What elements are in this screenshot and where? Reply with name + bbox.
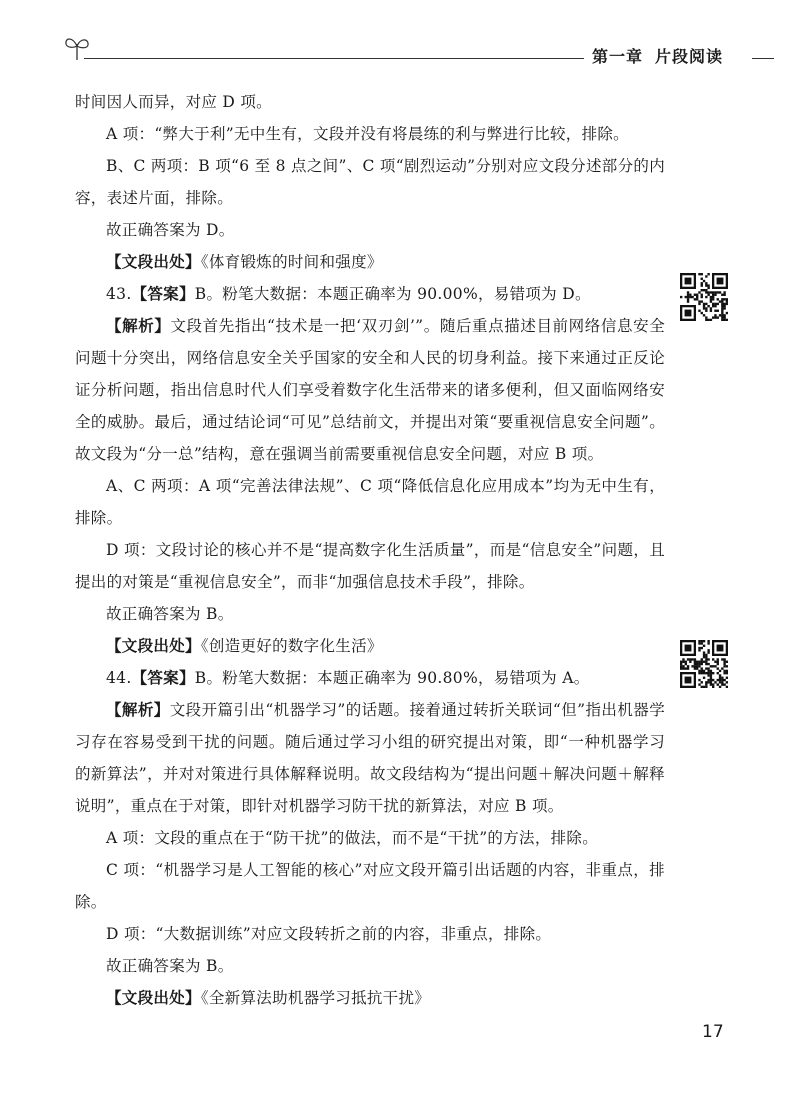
paragraph-text: 文段开篇引出“机器学习”的话题。接着通过转折关联词“但”指出机器学习存在容易受到干扰的问题。随后通过学习小组的研究提出对策，即“一种机器学习的新算法”，并对对策进行具体解释说明。故文段结构为“提出问题＋解决问题＋解释说明”，重点在于对策，即针对机器学习防干扰的新算法，对应 B 项。 (75, 701, 665, 815)
paragraph (75, 854, 665, 918)
paragraph-text: B、C 两项：B 项“6 至 8 点之间”、C 项“剧烈运动”分别对应文段分述部分的内容，表述片面，排除。 (75, 157, 665, 207)
paragraph-text: D 项：“大数据训练”对应文段转折之前的内容，非重点，排除。 (106, 925, 552, 943)
paragraph-text: 时间因人而异，对应 D 项。 (75, 93, 272, 111)
paragraph (75, 118, 665, 150)
paragraph (75, 470, 665, 534)
paragraph (75, 150, 665, 214)
paragraph-text: 故正确答案为 B。 (106, 957, 234, 975)
paragraph-text: B。粉笔大数据：本题正确率为 90.80%，易错项为 A。 (194, 669, 590, 687)
paragraph (75, 310, 665, 470)
paragraph (75, 822, 665, 854)
section-tag: 【文段出处】 (106, 637, 201, 655)
qr-code-icon[interactable] (680, 640, 728, 688)
paragraph (75, 278, 665, 310)
paragraph (75, 598, 665, 630)
section-tag: 【答案】 (131, 669, 195, 687)
section-tag: 【解析】 (106, 701, 170, 719)
paragraph-text: B。粉笔大数据：本题正确率为 90.00%，易错项为 D。 (194, 285, 591, 303)
qr-code-icon[interactable] (680, 273, 728, 321)
paragraph-text: C 项：“机器学习是人工智能的核心”对应文段开篇引出话题的内容，非重点，排除。 (75, 861, 665, 911)
chapter-title (592, 44, 735, 67)
paragraph-text: 《全新算法助机器学习抵抗干扰》 (200, 989, 431, 1007)
paragraph-text: 故正确答案为 B。 (106, 605, 234, 623)
chapter-label: 第一章 (592, 47, 644, 66)
paragraph (75, 214, 665, 246)
page-header (62, 30, 774, 64)
page-number: 17 (702, 1022, 724, 1042)
paragraph-text: A、C 两项：A 项“完善法律法规”、C 项“降低信息化应用成本”均为无中生有，排除。 (75, 477, 665, 527)
paragraph (75, 662, 665, 694)
paragraph (75, 694, 665, 822)
paragraph-text: D 项：文段讨论的核心并不是“提高数字化生活质量”，而是“信息安全”问题，且提出的对策是“重视信息安全”，而非“加强信息技术手段”，排除。 (75, 541, 665, 591)
page-content (75, 86, 665, 1014)
paragraph (75, 982, 665, 1014)
paragraph (75, 630, 665, 662)
section-tag: 【文段出处】 (106, 253, 201, 271)
paragraph-text: A 项：文段的重点在于“防干扰”的做法，而不是“干扰”的方法，排除。 (106, 829, 599, 847)
section-tag: 【解析】 (106, 317, 171, 335)
paragraph (75, 86, 665, 118)
paragraph-text: 《创造更好的数字化生活》 (200, 637, 383, 655)
header-rule (84, 58, 584, 59)
paragraph-text: A 项：“弊大于利”无中生有，文段并没有将晨练的利与弊进行比较，排除。 (106, 125, 629, 143)
paragraph-text: 故正确答案为 D。 (106, 221, 235, 239)
question-number: 43. (106, 285, 132, 303)
section-tag: 【答案】 (131, 285, 195, 303)
paragraph (75, 246, 665, 278)
paragraph (75, 950, 665, 982)
paragraph (75, 534, 665, 598)
section-tag: 【文段出处】 (106, 989, 201, 1007)
paragraph (75, 918, 665, 950)
paragraph-text: 文段首先指出“技术是一把‘双刃剑’”。随后重点描述目前网络信息安全问题十分突出，网络信息安全关乎国家的安全和人民的切身利益。接下来通过正反论证分析问题，指出信息时代人们享受着数字化生活带来的诸多便利，但又面临网络安全的威胁。最后，通过结论词“可见”总结前文，并提出对策“要重视信息安全问题”。故文段为“分一总”结构，意在强调当前需要重视信息安全问题，对应 B 项。 (75, 317, 665, 463)
paragraph-text: 《体育锻炼的时间和强度》 (200, 253, 383, 271)
question-number: 44. (106, 669, 132, 687)
header-rule-tail (752, 58, 774, 59)
section-label: 片段阅读 (655, 47, 724, 66)
